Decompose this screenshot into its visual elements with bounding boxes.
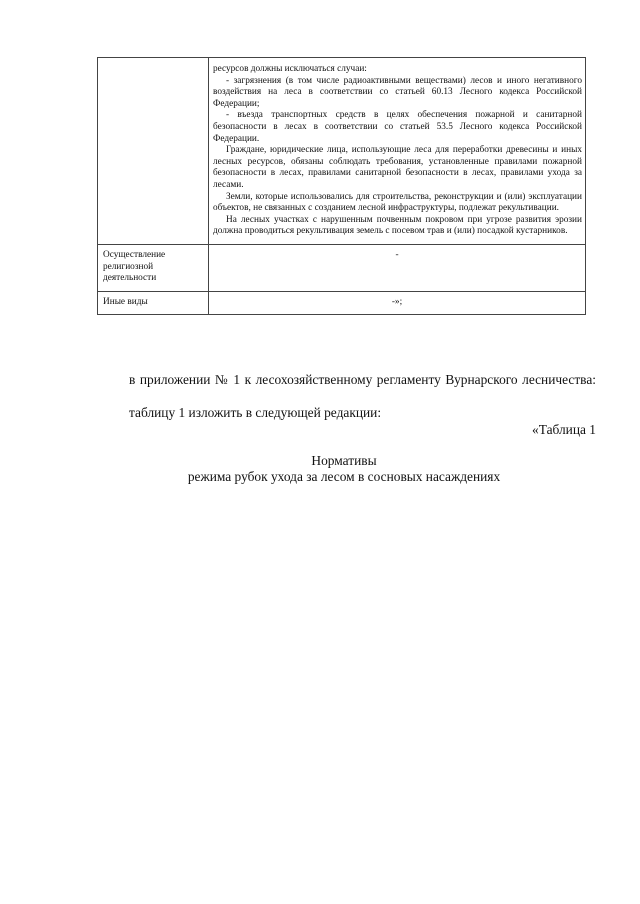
row3-value: -»; <box>391 296 403 307</box>
row2-label: Осуществление религиозной деятельности <box>103 249 166 284</box>
row1-paragraph: Граждане, юридические лица, использующие леса для переработки древесины и иных лесных ресурсов, обязаны соблюдать требования, установленные правилами пожарной безопасности в лесах, правилами санитарной безопасности в лесах, правилами ухода за лесами. <box>213 145 582 190</box>
row3-value-cell <box>209 291 586 314</box>
section-subheading: режима рубок ухода за лесом в сосновых насаждениях <box>187 469 501 484</box>
section-heading: Нормативы <box>311 453 377 468</box>
table-reference: «Таблица 1 <box>532 422 596 437</box>
row1-label-cell <box>98 58 209 245</box>
row2-value-cell <box>209 244 586 291</box>
regulation-table <box>97 57 586 315</box>
row2-value: - <box>395 249 399 260</box>
row3-label: Иные виды <box>103 296 148 307</box>
row1-content-cell <box>209 58 586 245</box>
table-instruction: таблицу 1 изложить в следующей редакции: <box>129 405 382 420</box>
row2-label-cell <box>98 244 209 291</box>
row1-paragraph: - загрязнения (в том числе радиоактивными веществами) лесов и иного негативного воздействия на леса в соответствии со статьей 60.13 Лесного кодекса Российской Федерации; <box>213 75 582 109</box>
row1-paragraph: ресурсов должны исключаться случаи: <box>213 64 367 74</box>
row1-paragraph: На лесных участках с нарушенным почвенным покровом при угрозе развития эрозии должна проводиться рекультивация земель с посевом трав и (или) посадкой кустарников. <box>213 214 582 237</box>
table-row <box>98 58 586 245</box>
row1-paragraph: - въезда транспортных средств в целях обеспечения пожарной и санитарной безопасности в лесах в соответствии со статьей 53.5 Лесного кодекса Российской Федерации. <box>213 110 582 144</box>
row1-paragraphs <box>213 64 582 238</box>
row3-label-cell <box>98 291 209 314</box>
row1-label <box>98 58 208 67</box>
appendix-instruction: в приложении № 1 к лесохозяйственному регламенту Вурнарского лесничества: <box>129 372 596 387</box>
row1-paragraph: Земли, которые использовались для строительства, реконструкции и (или) эксплуатации объектов, не связанных с созданием лесной инфраструктуры, подлежат рекультивации. <box>213 191 582 214</box>
table-row <box>98 244 586 291</box>
table-row <box>98 291 586 314</box>
